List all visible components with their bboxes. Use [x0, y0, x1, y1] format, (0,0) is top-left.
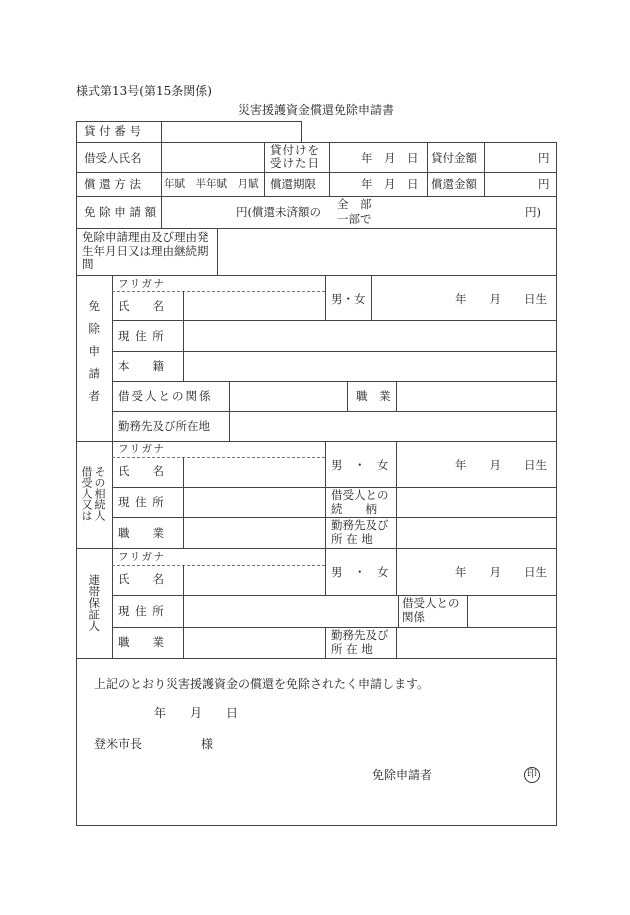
- guarantor-relation-label-2: 関係: [402, 610, 425, 624]
- all-part-top: 全 部: [337, 197, 372, 211]
- guarantor-sex: 男 ・ 女: [331, 565, 389, 579]
- rule: [396, 381, 397, 411]
- addressee-name: 登米市長: [94, 737, 143, 751]
- rule: [371, 275, 372, 321]
- applicant-workplace-label: 勤務先及び所在地: [118, 419, 210, 433]
- rule: [467, 595, 468, 627]
- dashed-rule: [112, 457, 325, 458]
- heir-address-label: 現 住 所: [118, 495, 165, 509]
- rule: [264, 142, 265, 196]
- repayment-methods: 年賦 半年賦 月賦: [164, 178, 259, 190]
- rule: [229, 381, 230, 441]
- rule: [325, 548, 326, 595]
- statement-text: 上記のとおり災害援護資金の償還を免除されたく申請します。: [94, 677, 430, 691]
- rule: [427, 142, 428, 196]
- heir-group-label-1: その相続人: [93, 466, 106, 521]
- heir-name-label: 氏 名: [118, 464, 164, 478]
- rule: [556, 142, 557, 826]
- all-part-bottom: 一部で: [337, 212, 372, 226]
- guarantor-address-label: 現 住 所: [118, 604, 165, 618]
- rule: [112, 351, 556, 352]
- applicant-name-label: 氏 名: [118, 299, 164, 313]
- rule: [76, 121, 77, 659]
- rule: [396, 441, 397, 548]
- heir-occupation-label: 職 業: [118, 526, 164, 540]
- guarantor-group-label: 連帯保証人: [87, 574, 102, 632]
- rule: [112, 381, 556, 382]
- reason-label: 免除申請理由及び理由発生年月日又は理由継続期間: [82, 230, 209, 271]
- rule: [76, 658, 77, 826]
- heir-workplace-label-1: 勤務先及び: [331, 518, 389, 532]
- applicant-furigana-label: フリガナ: [118, 278, 166, 290]
- repayment-amount-label: 償還金額: [431, 177, 477, 191]
- applicant-occupation-label: 職 業: [356, 389, 391, 403]
- loan-received-date-label: 貸付けを受けた日: [270, 143, 320, 171]
- guarantor-relation-label-1: 借受人との: [402, 596, 460, 610]
- loan-number-label: 貸 付 番 号: [84, 124, 141, 138]
- loan-date-value: 年 月 日: [361, 151, 419, 165]
- rule: [396, 627, 397, 658]
- exemption-amount-label: 免 除 申 請 額: [84, 205, 157, 219]
- rule: [329, 142, 330, 196]
- form-number: 様式第13号(第15条関係): [76, 84, 212, 98]
- repayment-method-label: 償 還 方 法: [84, 177, 141, 191]
- exemption-amount-unit: 円(償還未済額の: [236, 205, 321, 219]
- rule: [76, 275, 557, 276]
- applicant-domicile-label: 本 籍: [118, 359, 164, 373]
- rule: [398, 595, 399, 627]
- rule: [325, 275, 326, 321]
- addressee-honorific: 様: [201, 737, 214, 751]
- rule: [76, 658, 557, 659]
- rule: [76, 441, 557, 442]
- guarantor-occupation-label: 職 業: [118, 635, 164, 649]
- heir-relation-label-2: 続 柄: [331, 502, 377, 516]
- heir-workplace-label-2: 所 在 地: [331, 532, 373, 546]
- rule: [76, 825, 557, 826]
- seal-mark: 印: [524, 767, 540, 783]
- rule: [76, 121, 302, 122]
- rule: [183, 291, 184, 381]
- heir-relation-label-1: 借受人との: [331, 488, 389, 502]
- rule: [484, 142, 485, 196]
- rule: [112, 320, 556, 321]
- application-date: 年 月 日: [154, 706, 239, 720]
- applicant-sex: 男・女: [331, 292, 366, 306]
- form-title: 災害援護資金償還免除申請書: [238, 103, 395, 117]
- rule: [325, 627, 326, 658]
- guarantor-furigana-label: フリガナ: [118, 551, 166, 563]
- rule: [301, 121, 302, 142]
- heir-furigana-label: フリガナ: [118, 443, 166, 455]
- guarantor-workplace-label-2: 所 在 地: [331, 642, 373, 656]
- dashed-rule: [112, 565, 325, 566]
- guarantor-workplace-label-1: 勤務先及び: [331, 628, 389, 642]
- rule: [76, 228, 557, 229]
- heir-group-label-2: 借受人又は: [80, 466, 93, 521]
- exemption-closing-yen: 円): [525, 205, 541, 219]
- heir-sex: 男 ・ 女: [331, 458, 389, 472]
- rule: [76, 196, 557, 197]
- rule: [112, 411, 556, 412]
- applicant-address-label: 現 住 所: [118, 329, 165, 343]
- rule: [76, 548, 557, 549]
- guarantor-name-label: 氏 名: [118, 572, 164, 586]
- rule: [183, 565, 184, 658]
- rule: [183, 457, 184, 548]
- applicant-birth: 年 月 日生: [455, 292, 547, 306]
- repayment-amount-yen: 円: [538, 177, 550, 191]
- applicant-group-label: 免除申請者: [87, 300, 102, 413]
- borrower-name-label: 借受人氏名: [84, 151, 142, 165]
- rule: [161, 121, 162, 228]
- applicant-relation-label: 借受人との関係: [118, 389, 213, 403]
- guarantor-birth: 年 月 日生: [455, 565, 547, 579]
- heir-birth: 年 月 日生: [455, 458, 547, 472]
- rule: [325, 441, 326, 548]
- rule: [112, 595, 556, 596]
- loan-amount-yen: 円: [538, 151, 550, 165]
- rule: [347, 381, 348, 411]
- rule: [217, 228, 218, 275]
- rule: [396, 548, 397, 595]
- loan-amount-label: 貸付金額: [431, 151, 477, 165]
- dashed-rule: [112, 291, 325, 292]
- repayment-deadline-value: 年 月 日: [361, 177, 419, 191]
- repayment-deadline-label: 償還期限: [270, 177, 316, 191]
- applicant-signature-label: 免除申請者: [372, 768, 433, 782]
- rule: [112, 275, 113, 659]
